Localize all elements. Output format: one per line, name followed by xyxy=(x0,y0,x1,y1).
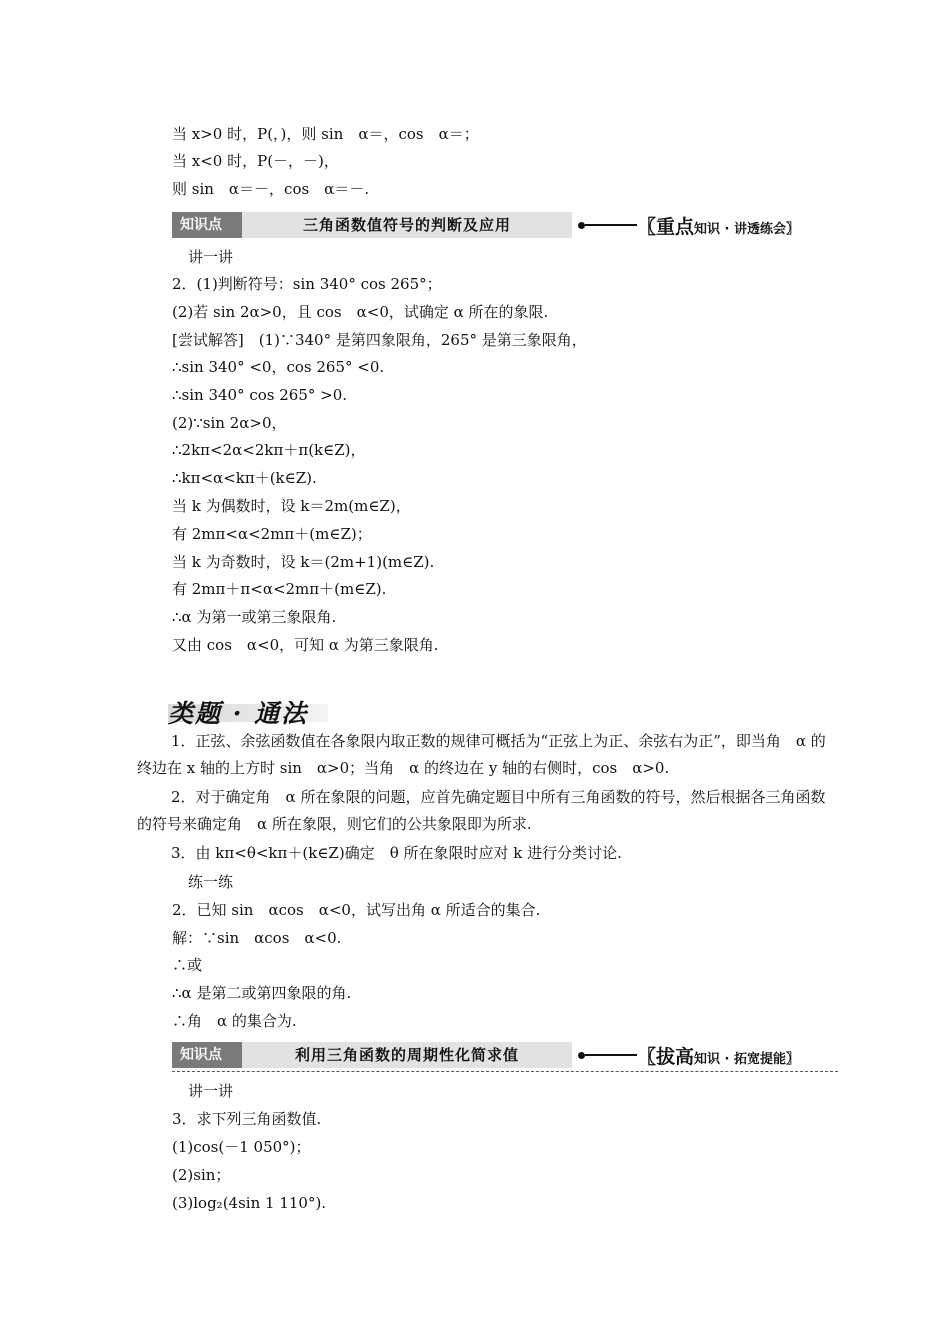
emphasis-badge xyxy=(637,1042,799,1069)
knowledge-point-3-header xyxy=(172,1042,800,1089)
text-line: (2)sin； xyxy=(172,1166,231,1184)
text-line: 2．已知 sin αcos α<0，试写出角 α 所适合的集合. xyxy=(172,901,541,919)
text-line: ∴α 是第二或第四象限的角. xyxy=(172,984,352,1002)
text-line: 解：∵sin αcos α<0. xyxy=(172,929,342,947)
dashed-divider xyxy=(172,1071,838,1072)
text-line: 当 k 为奇数时，设 k＝(2m+1)(m∈Z). xyxy=(172,553,435,571)
knowledge-point-tag: 知识点 2 xyxy=(172,212,242,238)
text-line: ∴sin 340° <0，cos 265° <0. xyxy=(172,358,385,376)
text-line: (1)cos(－1 050°)； xyxy=(172,1138,311,1156)
text-line: 有 2mπ＋π<α<2mπ＋(m∈Z). xyxy=(172,580,387,598)
text-line: ∴角 α 的集合为. xyxy=(172,1012,297,1030)
text-line: 3．求下列三角函数值. xyxy=(172,1110,322,1128)
badge-main: 〖拔高 xyxy=(637,1045,695,1068)
text-line: 当 x>0 时，P(，)，则 sin α＝，cos α＝； xyxy=(172,125,479,143)
text-line: ∴sin 340° cos 265° >0. xyxy=(172,386,348,404)
badge-sub: 知识 · 讲透练会〗 xyxy=(694,221,800,237)
text-line: 则 sin α＝－，cos α＝－. xyxy=(172,180,370,198)
text-line: ∴α 为第一或第三象限角. xyxy=(172,608,337,626)
subheading-lian: 练一练 xyxy=(188,873,234,891)
text-line: ∴或 xyxy=(172,956,203,974)
connector-line xyxy=(585,1054,637,1056)
knowledge-point-tag: 知识点 3 xyxy=(172,1042,242,1068)
badge-main: 〖重点 xyxy=(637,215,695,238)
method-paragraph: 3．由 kπ<θ<kπ＋(k∈Z)确定 θ 所在象限时应对 k 进行分类讨论. xyxy=(171,844,622,862)
section-heading: 类题 · 通法 xyxy=(168,699,309,728)
text-line: 当 k 为偶数时，设 k＝2m(m∈Z)， xyxy=(172,497,411,515)
bullet-dot-icon xyxy=(578,1052,585,1059)
text-line: ∴2kπ<2α<2kπ＋π(k∈Z)， xyxy=(172,441,366,459)
subheading-jiang: 讲一讲 xyxy=(188,1082,234,1100)
text-line: (3)log₂(4sin 1 110°). xyxy=(172,1194,327,1212)
text-line: 2．(1)判断符号：sin 340° cos 265°； xyxy=(172,275,442,293)
method-paragraph: 1．正弦、余弦函数值在各象限内取正数的规律可概括为“正弦上为正、余弦右为正”，即当角 α 的终边在 x 轴的上方时 sin α>0；当角 α 的终边在 y 轴的右侧时，cos α>0. xyxy=(137,732,826,777)
knowledge-point-title: 三角函数值符号的判断及应用 xyxy=(242,212,572,238)
emphasis-badge xyxy=(637,212,799,239)
bullet-dot-icon xyxy=(578,222,585,229)
method-paragraph: 2．对于确定角 α 所在象限的问题，应首先确定题目中所有三角函数的符号，然后根据各三角函数的符号来确定角 α 所在象限，则它们的公共象限即为所求. xyxy=(137,788,826,833)
text-line: (2)∵sin 2α>0， xyxy=(172,414,287,432)
text-line: 有 2mπ<α<2mπ＋(m∈Z)； xyxy=(172,525,372,543)
badge-sub: 知识 · 拓宽提能〗 xyxy=(694,1051,800,1067)
text-line: [尝试解答] (1)∵340° 是第四象限角，265° 是第三象限角， xyxy=(172,331,587,349)
text-line: (2)若 sin 2α>0，且 cos α<0，试确定 α 所在的象限. xyxy=(172,303,549,321)
subheading-jiang: 讲一讲 xyxy=(188,248,234,266)
text-line: ∴kπ<α<kπ＋(k∈Z). xyxy=(172,469,317,487)
knowledge-point-title: 利用三角函数的周期性化简求值 xyxy=(242,1042,572,1068)
text-line: 又由 cos α<0，可知 α 为第三象限角. xyxy=(172,636,439,654)
text-line: 当 x<0 时，P(－，－)， xyxy=(172,152,339,170)
connector-line xyxy=(585,224,637,226)
